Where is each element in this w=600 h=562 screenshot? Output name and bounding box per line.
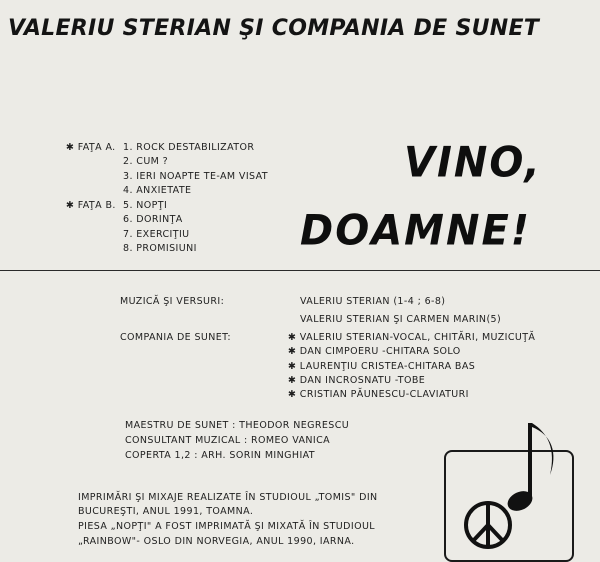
track-name: 1. ROCK DESTABILIZATOR (123, 142, 255, 153)
member-4: ✱ DAN INCROSNATU -TOBE (288, 375, 426, 386)
staff-credit-1: MAESTRU DE SUNET : THEODOR NEGRESCU (125, 420, 350, 431)
note-3: PIESA „NOPŢI" A FOST IMPRIMATĂ ŞI MIXATĂ ÎN STUDIOUL (78, 521, 376, 532)
member-2: ✱ DAN CIMPOERU -CHITARA SOLO (288, 346, 461, 357)
music-label: MUZICĂ ŞI VERSURI: (120, 296, 225, 307)
company-label: COMPANIA DE SUNET: (120, 332, 231, 343)
member-1: ✱ VALERIU STERIAN-VOCAL, CHITĂRI, MUZICUŢĂ (288, 332, 536, 343)
peace-sign-icon (466, 503, 510, 547)
page-title: VALERIU STERIAN ŞI COMPANIA DE SUNET (8, 16, 540, 41)
note-1: IMPRIMĂRI ŞI MIXAJE REALIZATE ÎN STUDIOUL „TOMIS" DIN (78, 492, 378, 503)
music-credit-1: VALERIU STERIAN (1-4 ; 6-8) (300, 296, 446, 307)
track-name: 3. IERI NOAPTE TE-AM VISAT (123, 171, 268, 182)
note-4: „RAINBOW"- OSLO DIN NORVEGIA, ANUL 1990, IARNA. (78, 536, 355, 547)
track-name: 7. EXERCIŢIU (123, 229, 190, 240)
track-name: 5. NOPŢI (123, 200, 168, 211)
music-note-icon (504, 423, 553, 515)
album-title-line-1: VINO, (404, 138, 542, 188)
track-name: 4. ANXIETATE (123, 185, 192, 196)
logo-art (440, 405, 600, 550)
note-2: BUCUREŞTI, ANUL 1991, TOAMNA. (78, 506, 254, 517)
staff-credit-2: CONSULTANT MUZICAL : ROMEO VANICA (125, 435, 331, 446)
track-name: 8. PROMISIUNI (123, 243, 197, 254)
staff-credit-3: COPERTA 1,2 : ARH. SORIN MINGHIAT (125, 450, 316, 461)
track-name: 2. CUM ? (123, 156, 169, 167)
divider (0, 270, 600, 271)
side-label: ✱ FAŢA B. (66, 200, 116, 211)
music-credit-2: VALERIU STERIAN ŞI CARMEN MARIN(5) (300, 314, 502, 325)
member-3: ✱ LAURENŢIU CRISTEA-CHITARA BAS (288, 361, 476, 372)
track-name: 6. DORINŢA (123, 214, 183, 225)
album-title-line-2: DOAMNE! (300, 206, 532, 256)
member-5: ✱ CRISTIAN PĂUNESCU-CLAVIATURI (288, 389, 469, 400)
side-label: ✱ FAŢA A. (66, 142, 116, 153)
